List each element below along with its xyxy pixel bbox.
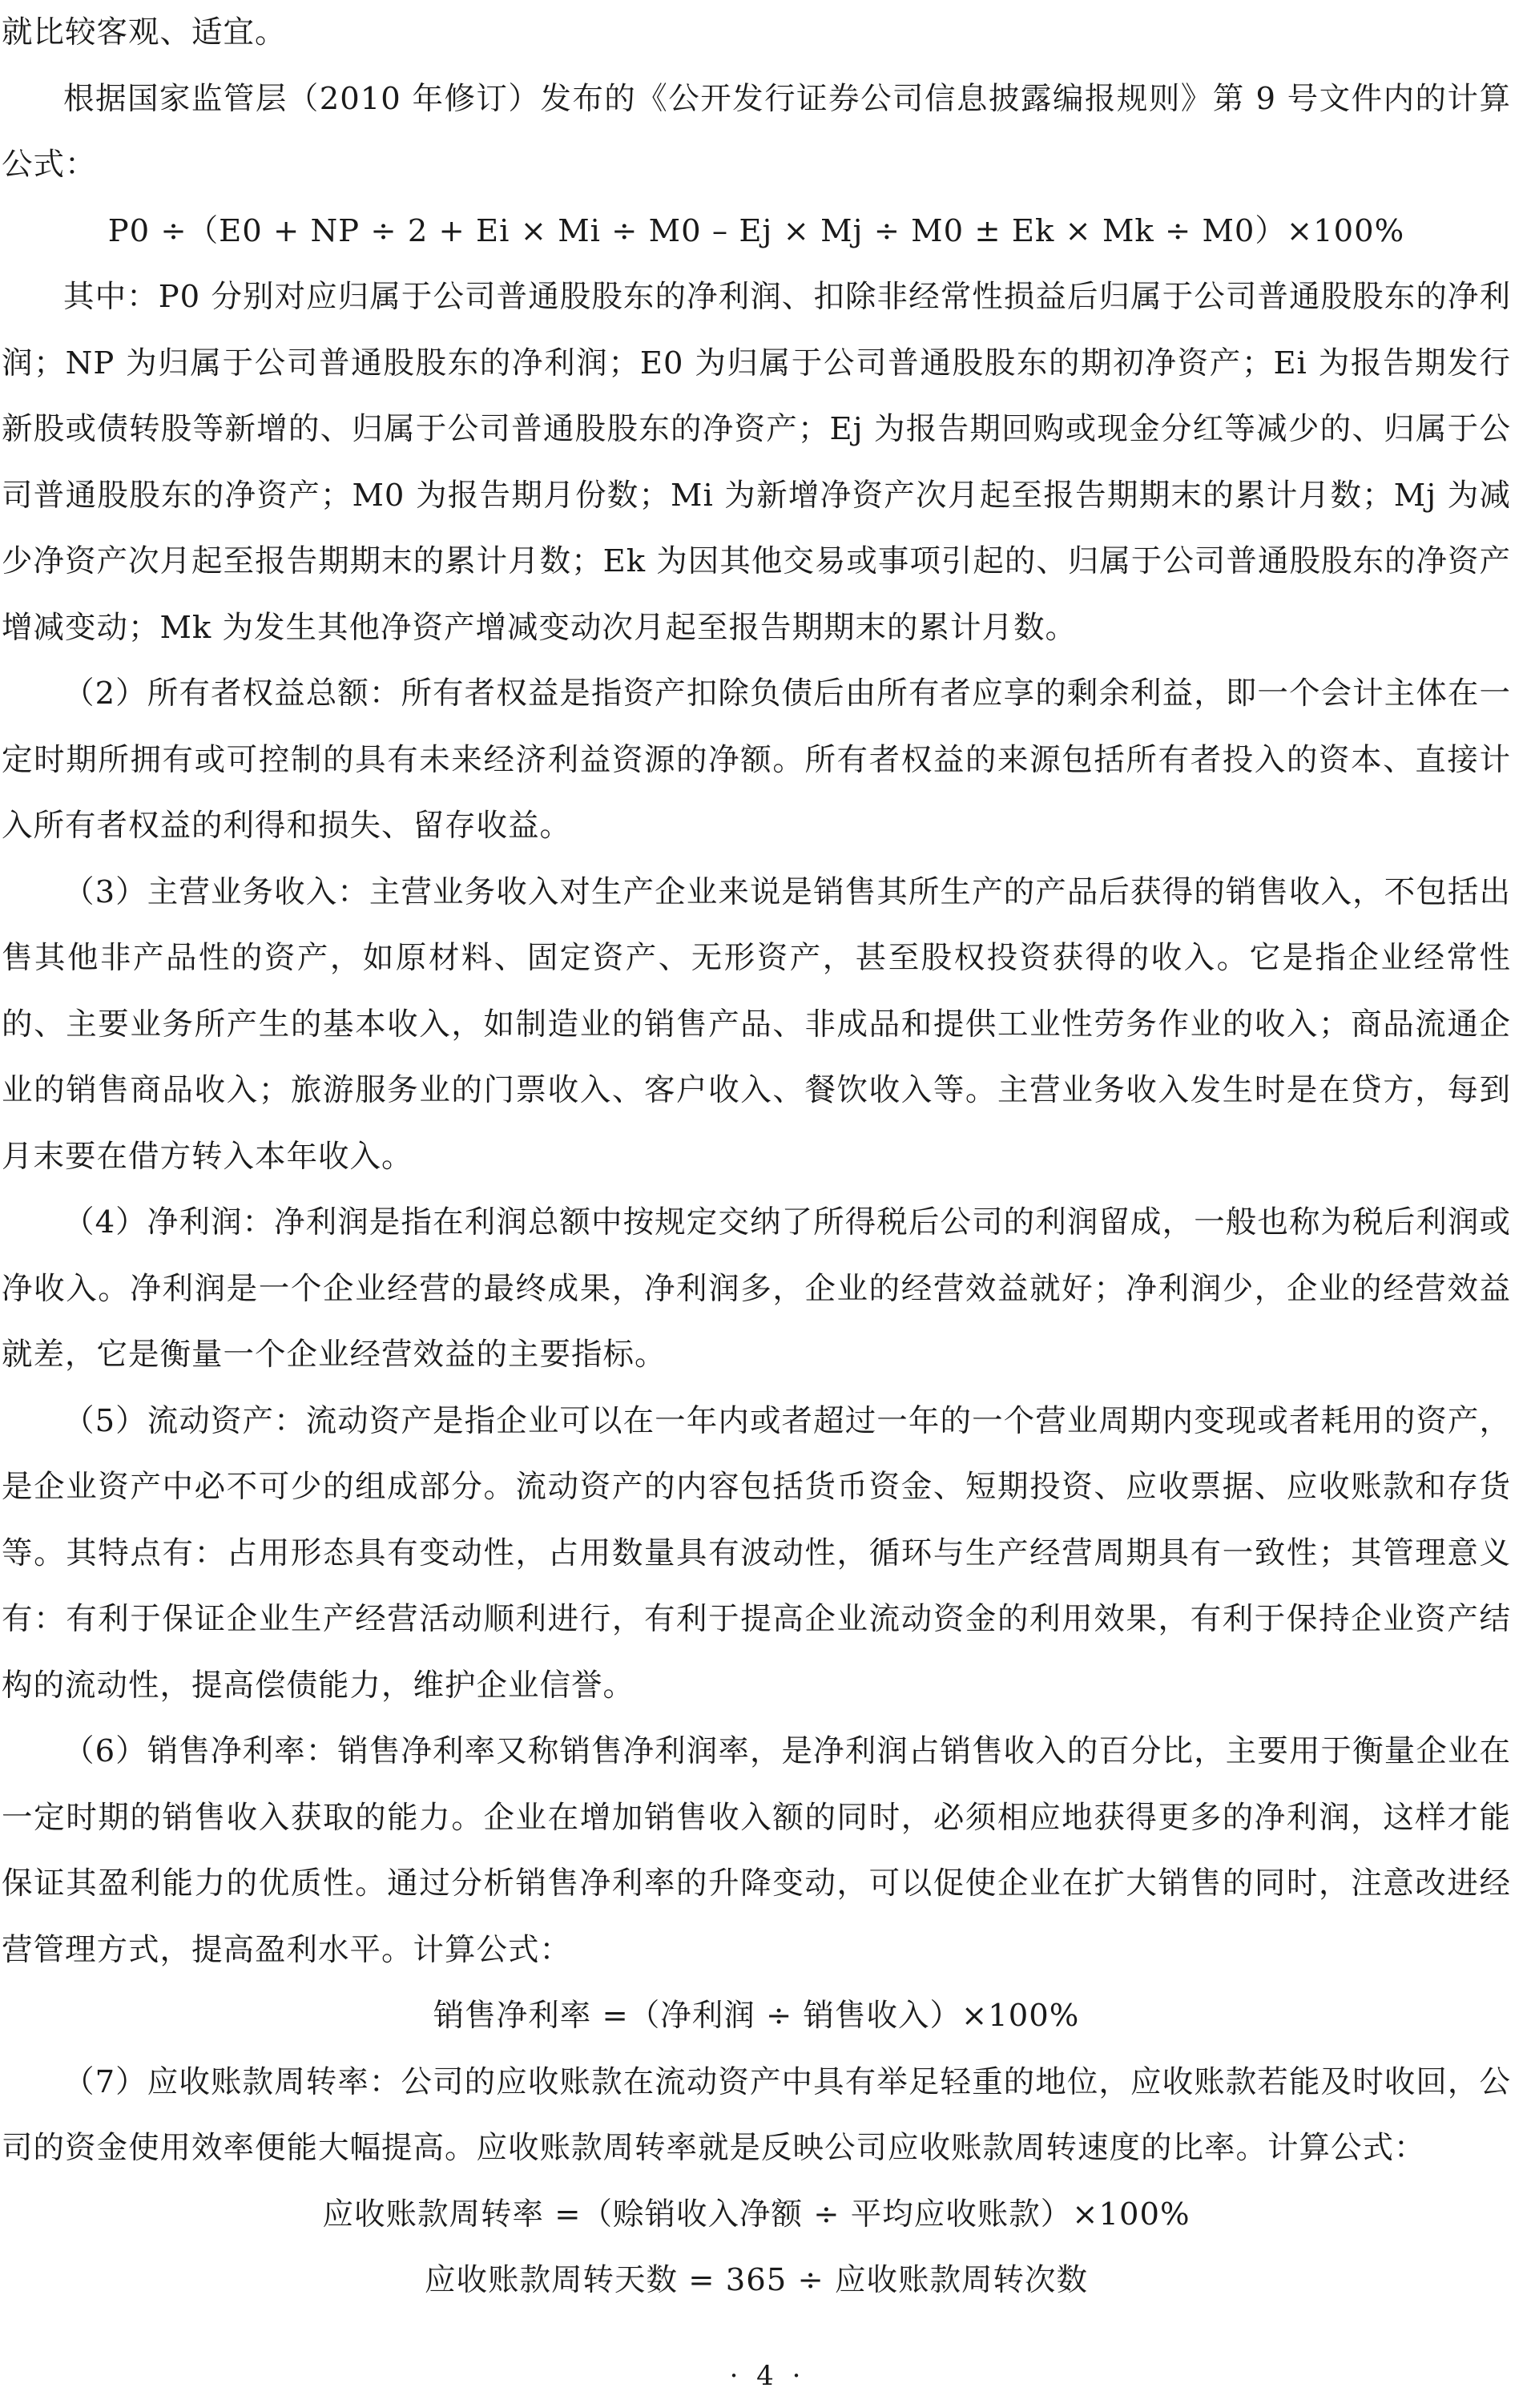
formula-weighted-roe: P0 ÷（E0 + NP ÷ 2 + Ei × Mi ÷ M0 – Ej × Mj ÷ M0 ± Ek × Mk ÷ M0）×100% — [107, 212, 1405, 249]
paragraph-main-business-revenue: （3）主营业务收入：主营业务收入对生产企业来说是销售其所生产的产品后获得的销售收入，不包括出售其他非产品性的资产，如原材料、固定资产、无形资产，甚至股权投资获得的收入。它是指企业经常性的、主要业务所产生的基本收入，如制造业的销售产品、非成品和提供工业性劳务作业的收入；商品流通企业的销售商品收入；旅游服务业的门票收入、客户收入、餐饮收入等。主营业务收入发生时是在贷方，每到月末要在借方转入本年收入。 — [2, 873, 1511, 1175]
paragraph-current-assets: （5）流动资产：流动资产是指企业可以在一年内或者超过一年的一个营业周期内变现或者耗用的资产，是企业资产中必不可少的组成部分。流动资产的内容包括货币资金、短期投资、应收票据、应收账款和存货等。其特点有：占用形态具有变动性，占用数量具有波动性，循环与生产经营周期具有一致性；其管理意义有：有利于保证企业生产经营活动顺利进行，有利于提高企业流动资金的利用效果，有利于保持企业资产结构的流动性，提高偿债能力，维护企业信誉。 — [2, 1402, 1511, 1704]
paragraph-formula-intro: 根据国家监管层（2010 年修订）发布的《公开发行证券公司信息披露编报规则》第 9 号文件内的计算公式： — [2, 80, 1511, 183]
paragraph-receivables-turnover: （7）应收账款周转率：公司的应收账款在流动资产中具有举足轻重的地位，应收账款若能及时收回，公司的资金使用效率便能大幅提高。应收账款周转率就是反映公司应收账款周转速度的比率。计算公式： — [2, 2063, 1511, 2166]
paragraph-net-profit-margin: （6）销售净利率：销售净利率又称销售净利润率，是净利润占销售收入的百分比，主要用于衡量企业在一定时期的销售收入获取的能力。企业在增加销售收入额的同时，必须相应地获得更多的净利润，这样才能保证其盈利能力的优质性。通过分析销售净利率的升降变动，可以促使企业在扩大销售的同时，注意改进经营管理方式，提高盈利水平。计算公式： — [2, 1733, 1511, 1968]
page-number: · 4 · — [729, 2360, 806, 2392]
paragraph-continuation: 就比较客观、适宜。 — [2, 14, 287, 50]
page-body — [2, 0, 1511, 2314]
paragraph-owners-equity: （2）所有者权益总额：所有者权益是指资产扣除负债后由所有者应享的剩余利益，即一个会计主体在一定时期所拥有或可控制的具有未来经济利益资源的净额。所有者权益的来源包括所有者投入的资本、直接计入所有者权益的利得和损失、留存收益。 — [2, 676, 1511, 844]
paragraph-formula-definitions: 其中：P0 分别对应归属于公司普通股股东的净利润、扣除非经常性损益后归属于公司普通股股东的净利润；NP 为归属于公司普通股股东的净利润；E0 为归属于公司普通股股东的期初净资产；Ei 为报告期发行新股或债转股等新增的、归属于公司普通股股东的净资产；Ej 为报告期回购或现金分红等减少的、归属于公司普通股股东的净资产；M0 为报告期月份数；Mi 为新增净资产次月起至报告期期末的累计月数；Mj 为减少净资产次月起至报告期期末的累计月数；Ek 为因其他交易或事项引起的、归属于公司普通股股东的净资产增减变动；Mk 为发生其他净资产增减变动次月起至报告期期末的累计月数。 — [2, 279, 1511, 646]
formula-net-profit-margin: 销售净利率 =（净利润 ÷ 销售收入）×100% — [433, 1998, 1080, 2034]
paragraph-net-profit: （4）净利润：净利润是指在利润总额中按规定交纳了所得税后公司的利润留成，一般也称为税后利润或净收入。净利润是一个企业经营的最终成果，净利润多，企业的经营效益就好；净利润少，企业的经营效益就差，它是衡量一个企业经营效益的主要指标。 — [2, 1204, 1511, 1373]
formula-receivables-turnover-rate: 应收账款周转率 =（赊销收入净额 ÷ 平均应收账款）×100% — [322, 2196, 1191, 2233]
formula-receivables-turnover-days: 应收账款周转天数 = 365 ÷ 应收账款周转次数 — [425, 2262, 1088, 2298]
